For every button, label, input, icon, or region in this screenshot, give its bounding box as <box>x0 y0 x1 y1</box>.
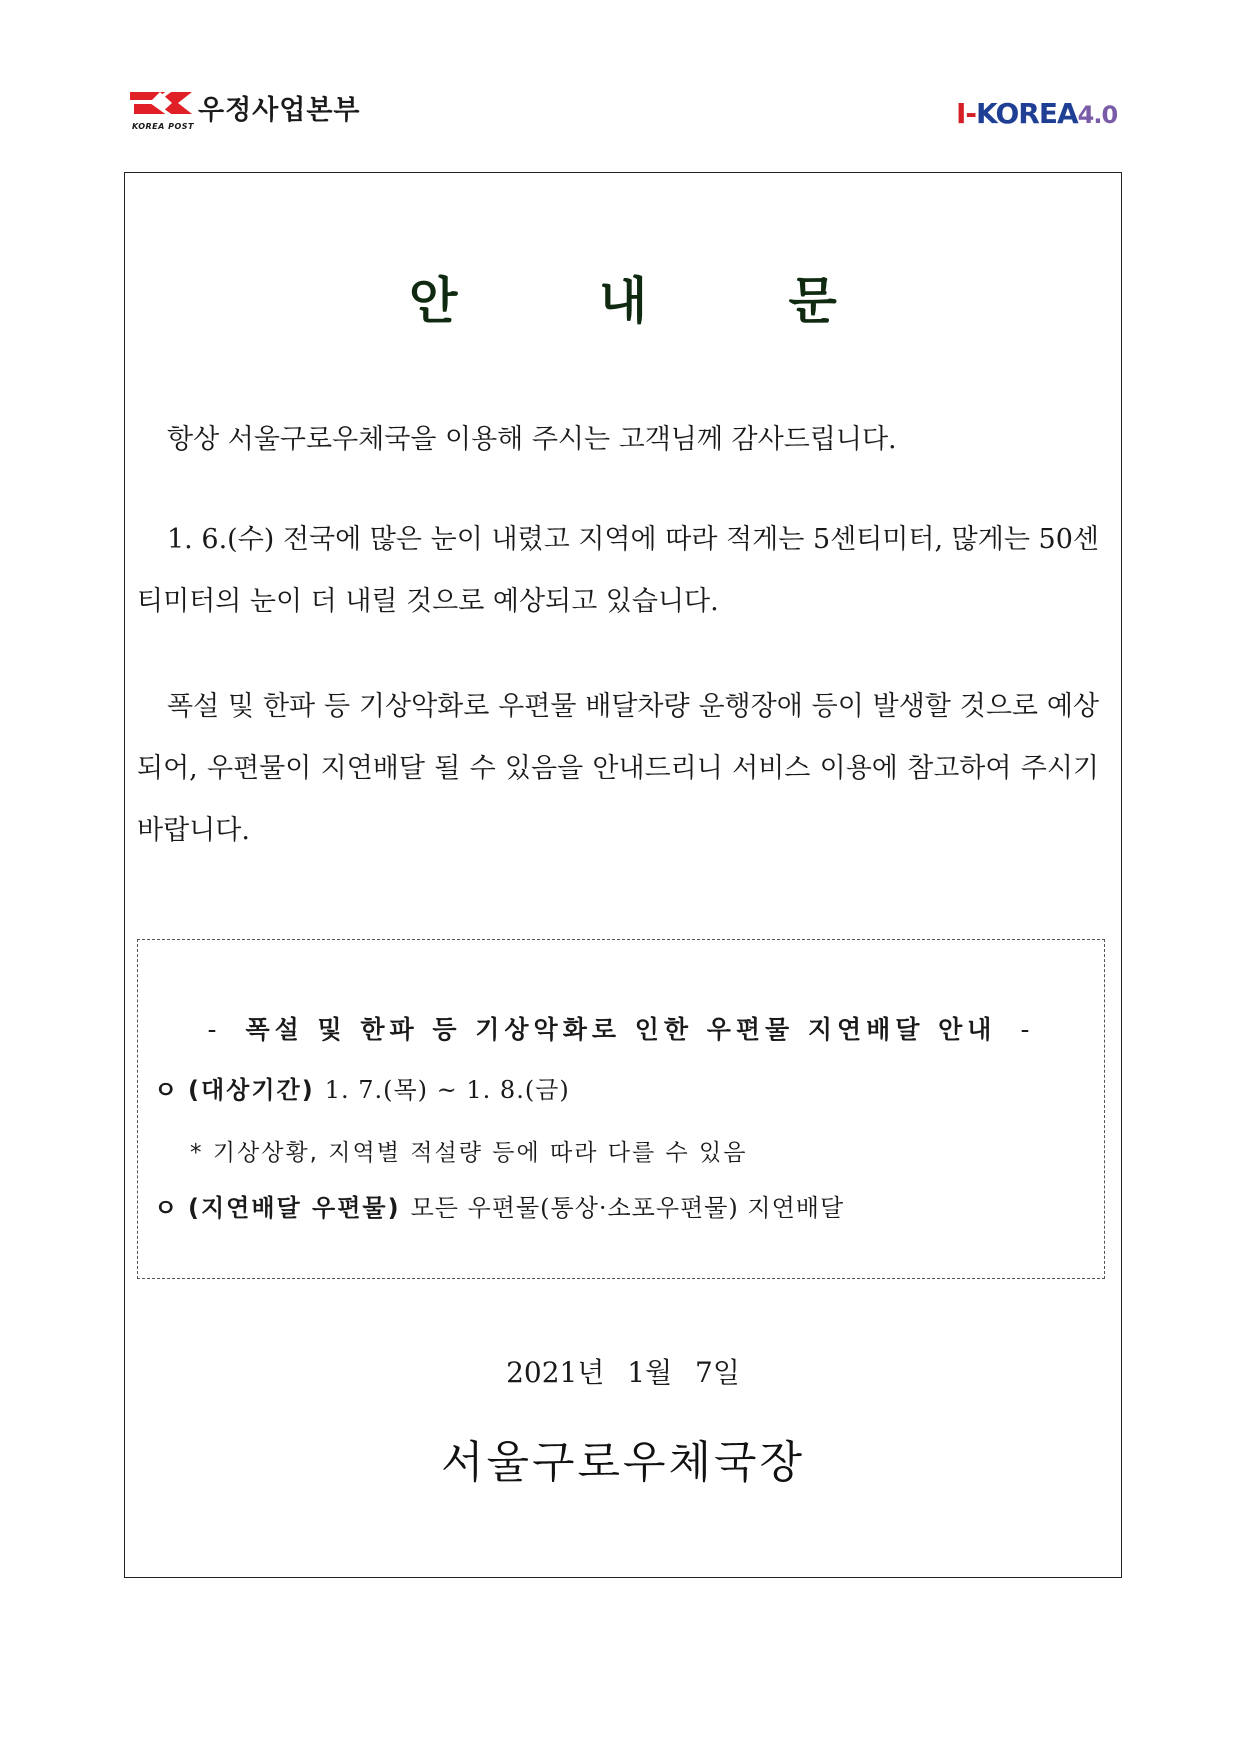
korea-post-logo <box>130 84 370 134</box>
i-korea-logo-version: 4.0 <box>1077 101 1118 129</box>
mail-row <box>154 1188 844 1223</box>
i-korea-logo-korea: KOREA <box>976 97 1078 130</box>
notice-paragraph-snowfall: 1. 6.(수) 전국에 많은 눈이 내렸고 지역에 따라 적게는 5센티미터, 많게는 50센티미터의 눈이 더 내릴 것으로 예상되고 있습니다. <box>137 524 1099 617</box>
period-value: 1. 7.(목) ~ 1. 8.(금) <box>324 1076 570 1104</box>
delay-info-heading <box>138 1010 1104 1046</box>
mail-value: 모든 우편물(통상·소포우편물) 지연배달 <box>410 1194 845 1222</box>
heading-dash-left: - <box>207 1015 222 1044</box>
notice-signature: 서울구로우체국장 <box>440 1437 806 1488</box>
bullet-icon: ㅇ <box>154 1194 178 1222</box>
notice-paragraph-greeting: 항상 서울구로우체국을 이용해 주시는 고객님께 감사드립니다. <box>167 424 897 455</box>
heading-dash-right: - <box>1020 1015 1035 1044</box>
period-key: (대상기간) <box>188 1076 315 1104</box>
notice-paragraph-delay: 폭설 및 한파 등 기상악화로 우편물 배달차량 운행장애 등이 발생할 것으로 예상되어, 우편물이 지연배달 될 수 있음을 안내드리니 서비스 이용에 참고하여 주시기 바랍니다. <box>137 691 1099 846</box>
notice-date: 2021년 1월 7일 <box>506 1356 740 1389</box>
notice-title: 안 내 문 <box>409 272 899 330</box>
bullet-icon: ㅇ <box>154 1076 178 1104</box>
i-korea-logo <box>956 97 1136 131</box>
mail-key: (지연배달 우편물) <box>188 1194 401 1222</box>
period-row <box>154 1070 570 1105</box>
org-name-en: KOREA POST <box>132 122 194 131</box>
period-note: * 기상상황, 지역별 적설량 등에 따라 다를 수 있음 <box>190 1140 748 1166</box>
delay-info-heading-text: 폭설 및 한파 등 기상악화로 인한 우편물 지연배달 안내 <box>245 1015 997 1044</box>
delay-info-box <box>137 939 1105 1279</box>
org-name: 우정사업본부 <box>198 95 361 126</box>
notice-frame <box>124 172 1122 1578</box>
i-korea-logo-i: I- <box>956 97 977 130</box>
korea-post-emblem-icon <box>130 86 192 120</box>
